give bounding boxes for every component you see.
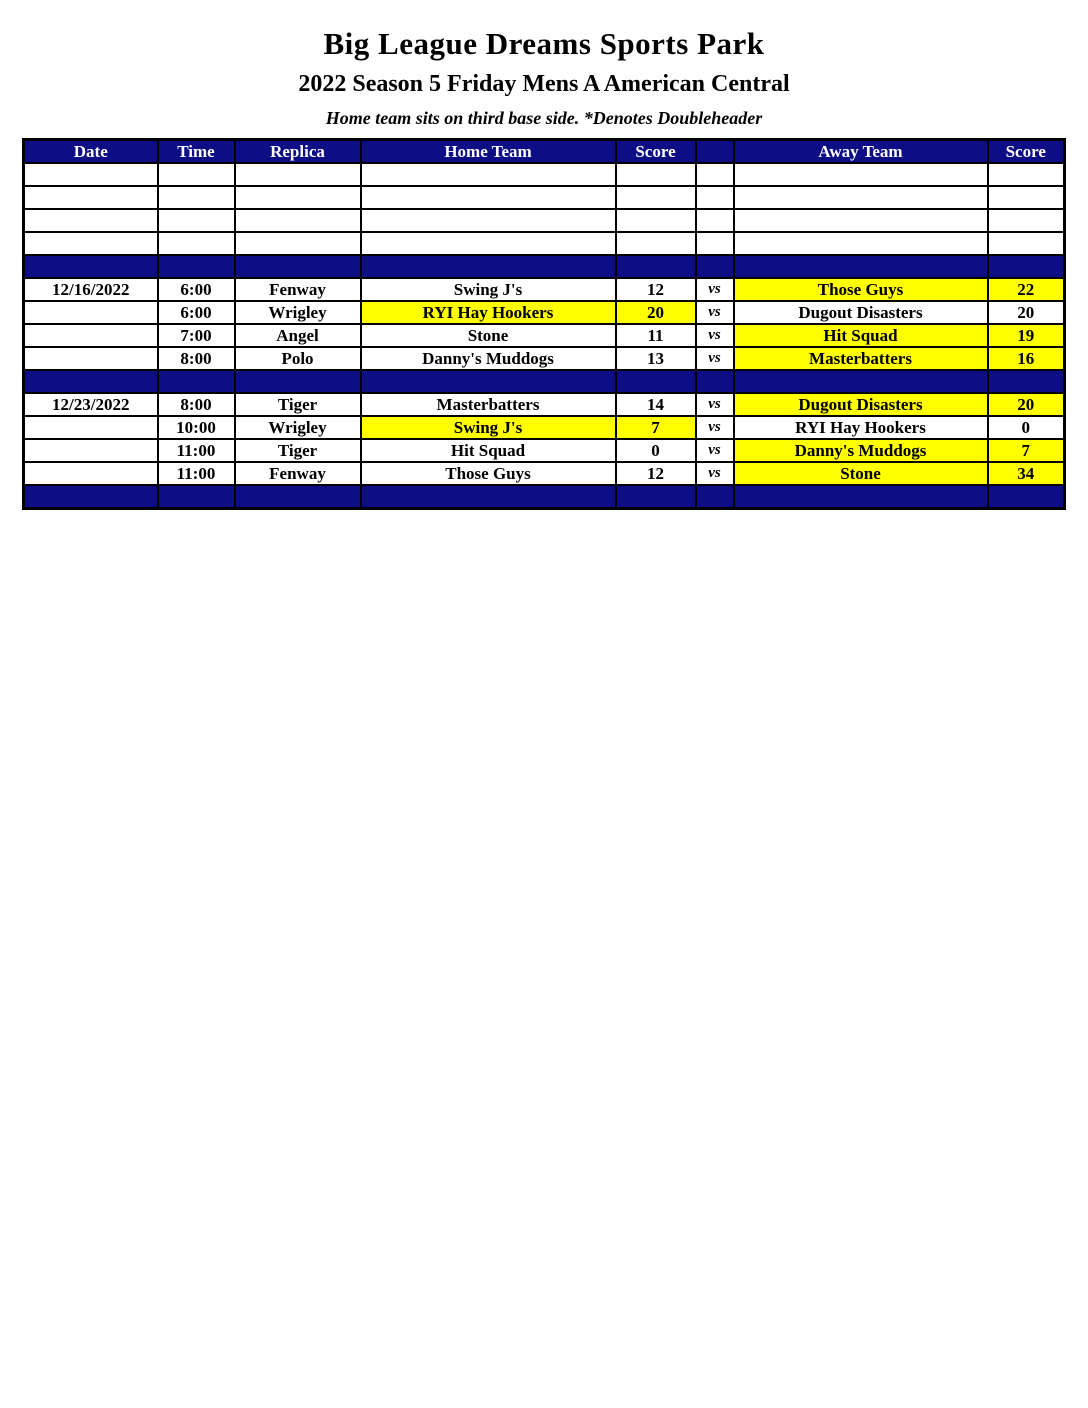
date-cell bbox=[24, 347, 158, 370]
empty-vs-cell bbox=[696, 186, 734, 209]
away-team-cell: Dugout Disasters bbox=[734, 393, 988, 416]
home-team-cell: RYI Hay Hookers bbox=[361, 301, 616, 324]
time-cell: 6:00 bbox=[158, 301, 235, 324]
empty-away-team-cell bbox=[734, 163, 988, 186]
time-cell: 6:00 bbox=[158, 278, 235, 301]
away-team-cell: Dugout Disasters bbox=[734, 301, 988, 324]
separator-cell bbox=[361, 485, 616, 509]
home-team-cell: Swing J's bbox=[361, 416, 616, 439]
game-row bbox=[24, 393, 1065, 416]
empty-time-cell bbox=[158, 186, 235, 209]
separator-cell bbox=[616, 370, 696, 393]
vs-cell: vs bbox=[696, 439, 734, 462]
vs-cell: vs bbox=[696, 324, 734, 347]
home-team-cell: Hit Squad bbox=[361, 439, 616, 462]
separator-cell bbox=[24, 485, 158, 509]
game-row bbox=[24, 462, 1065, 485]
header-cell-replica: Replica bbox=[235, 140, 361, 164]
empty-away-score-cell bbox=[988, 232, 1065, 255]
away-score-cell: 16 bbox=[988, 347, 1065, 370]
separator-cell bbox=[158, 255, 235, 278]
vs-cell: vs bbox=[696, 393, 734, 416]
time-cell: 8:00 bbox=[158, 347, 235, 370]
header-cell-away-team: Away Team bbox=[734, 140, 988, 164]
empty-replica-cell bbox=[235, 232, 361, 255]
home-score-cell: 0 bbox=[616, 439, 696, 462]
separator-cell bbox=[235, 485, 361, 509]
empty-date-cell bbox=[24, 163, 158, 186]
page-subtitle: 2022 Season 5 Friday Mens A American Central bbox=[298, 71, 790, 97]
away-score-cell: 19 bbox=[988, 324, 1065, 347]
home-team-cell: Danny's Muddogs bbox=[361, 347, 616, 370]
empty-row bbox=[24, 186, 1065, 209]
away-score-cell: 20 bbox=[988, 301, 1065, 324]
separator-cell bbox=[696, 370, 734, 393]
separator-cell bbox=[988, 255, 1065, 278]
empty-replica-cell bbox=[235, 209, 361, 232]
empty-home-score-cell bbox=[616, 163, 696, 186]
header-cell-vs bbox=[696, 140, 734, 164]
separator-cell bbox=[734, 485, 988, 509]
page-note: Home team sits on third base side. *Denotes Doubleheader bbox=[325, 108, 763, 128]
date-cell: 12/16/2022 bbox=[24, 278, 158, 301]
separator-cell bbox=[616, 255, 696, 278]
game-row bbox=[24, 324, 1065, 347]
empty-home-score-cell bbox=[616, 209, 696, 232]
replica-cell: Fenway bbox=[235, 462, 361, 485]
separator-cell bbox=[988, 370, 1065, 393]
replica-cell: Angel bbox=[235, 324, 361, 347]
away-team-cell: Masterbatters bbox=[734, 347, 988, 370]
empty-home-team-cell bbox=[361, 232, 616, 255]
empty-date-cell bbox=[24, 232, 158, 255]
replica-cell: Tiger bbox=[235, 393, 361, 416]
empty-row bbox=[24, 163, 1065, 186]
game-row bbox=[24, 439, 1065, 462]
header-cell-away-score: Score bbox=[988, 140, 1065, 164]
away-score-cell: 22 bbox=[988, 278, 1065, 301]
page-title: Big League Dreams Sports Park bbox=[323, 26, 765, 61]
home-score-cell: 7 bbox=[616, 416, 696, 439]
separator-row bbox=[24, 485, 1065, 509]
time-cell: 10:00 bbox=[158, 416, 235, 439]
empty-home-score-cell bbox=[616, 186, 696, 209]
time-cell: 7:00 bbox=[158, 324, 235, 347]
time-cell: 8:00 bbox=[158, 393, 235, 416]
vs-cell: vs bbox=[696, 462, 734, 485]
separator-cell bbox=[361, 370, 616, 393]
away-team-cell: Those Guys bbox=[734, 278, 988, 301]
replica-cell: Polo bbox=[235, 347, 361, 370]
home-score-cell: 12 bbox=[616, 278, 696, 301]
home-team-cell: Stone bbox=[361, 324, 616, 347]
away-score-cell: 0 bbox=[988, 416, 1065, 439]
home-score-cell: 20 bbox=[616, 301, 696, 324]
separator-cell bbox=[696, 485, 734, 509]
away-team-cell: Stone bbox=[734, 462, 988, 485]
date-cell bbox=[24, 324, 158, 347]
empty-time-cell bbox=[158, 163, 235, 186]
separator-cell bbox=[734, 255, 988, 278]
empty-away-score-cell bbox=[988, 186, 1065, 209]
home-score-cell: 11 bbox=[616, 324, 696, 347]
game-row bbox=[24, 416, 1065, 439]
empty-vs-cell bbox=[696, 209, 734, 232]
away-team-cell: Danny's Muddogs bbox=[734, 439, 988, 462]
date-cell bbox=[24, 439, 158, 462]
vs-cell: vs bbox=[696, 301, 734, 324]
separator-cell bbox=[235, 370, 361, 393]
empty-time-cell bbox=[158, 232, 235, 255]
empty-replica-cell bbox=[235, 163, 361, 186]
empty-away-team-cell bbox=[734, 209, 988, 232]
vs-cell: vs bbox=[696, 278, 734, 301]
home-score-cell: 12 bbox=[616, 462, 696, 485]
header-cell-time: Time bbox=[158, 140, 235, 164]
empty-home-team-cell bbox=[361, 209, 616, 232]
date-cell bbox=[24, 301, 158, 324]
separator-cell bbox=[24, 370, 158, 393]
empty-date-cell bbox=[24, 209, 158, 232]
vs-cell: vs bbox=[696, 416, 734, 439]
vs-cell: vs bbox=[696, 347, 734, 370]
time-cell: 11:00 bbox=[158, 439, 235, 462]
empty-date-cell bbox=[24, 186, 158, 209]
empty-home-team-cell bbox=[361, 163, 616, 186]
replica-cell: Fenway bbox=[235, 278, 361, 301]
separator-cell bbox=[696, 255, 734, 278]
empty-away-team-cell bbox=[734, 186, 988, 209]
away-team-cell: Hit Squad bbox=[734, 324, 988, 347]
separator-cell bbox=[988, 485, 1065, 509]
away-score-cell: 20 bbox=[988, 393, 1065, 416]
game-row bbox=[24, 301, 1065, 324]
empty-vs-cell bbox=[696, 163, 734, 186]
separator-cell bbox=[158, 370, 235, 393]
header-row bbox=[24, 140, 1065, 164]
header-cell-home-team: Home Team bbox=[361, 140, 616, 164]
replica-cell: Wrigley bbox=[235, 301, 361, 324]
home-score-cell: 14 bbox=[616, 393, 696, 416]
empty-home-score-cell bbox=[616, 232, 696, 255]
game-row bbox=[24, 347, 1065, 370]
time-cell: 11:00 bbox=[158, 462, 235, 485]
date-cell: 12/23/2022 bbox=[24, 393, 158, 416]
separator-row bbox=[24, 255, 1065, 278]
separator-cell bbox=[734, 370, 988, 393]
empty-vs-cell bbox=[696, 232, 734, 255]
separator-cell bbox=[616, 485, 696, 509]
home-score-cell: 13 bbox=[616, 347, 696, 370]
empty-row bbox=[24, 232, 1065, 255]
date-cell bbox=[24, 416, 158, 439]
separator-cell bbox=[158, 485, 235, 509]
home-team-cell: Swing J's bbox=[361, 278, 616, 301]
empty-time-cell bbox=[158, 209, 235, 232]
empty-replica-cell bbox=[235, 186, 361, 209]
schedule-table bbox=[22, 138, 1066, 510]
header-cell-home-score: Score bbox=[616, 140, 696, 164]
empty-home-team-cell bbox=[361, 186, 616, 209]
date-cell bbox=[24, 462, 158, 485]
away-team-cell: RYI Hay Hookers bbox=[734, 416, 988, 439]
home-team-cell: Those Guys bbox=[361, 462, 616, 485]
empty-away-team-cell bbox=[734, 232, 988, 255]
separator-cell bbox=[24, 255, 158, 278]
schedule-table-body bbox=[24, 163, 1065, 509]
game-row bbox=[24, 278, 1065, 301]
separator-row bbox=[24, 370, 1065, 393]
header-cell-date: Date bbox=[24, 140, 158, 164]
away-score-cell: 7 bbox=[988, 439, 1065, 462]
empty-away-score-cell bbox=[988, 163, 1065, 186]
separator-cell bbox=[361, 255, 616, 278]
away-score-cell: 34 bbox=[988, 462, 1065, 485]
empty-away-score-cell bbox=[988, 209, 1065, 232]
home-team-cell: Masterbatters bbox=[361, 393, 616, 416]
empty-row bbox=[24, 209, 1065, 232]
replica-cell: Wrigley bbox=[235, 416, 361, 439]
replica-cell: Tiger bbox=[235, 439, 361, 462]
separator-cell bbox=[235, 255, 361, 278]
